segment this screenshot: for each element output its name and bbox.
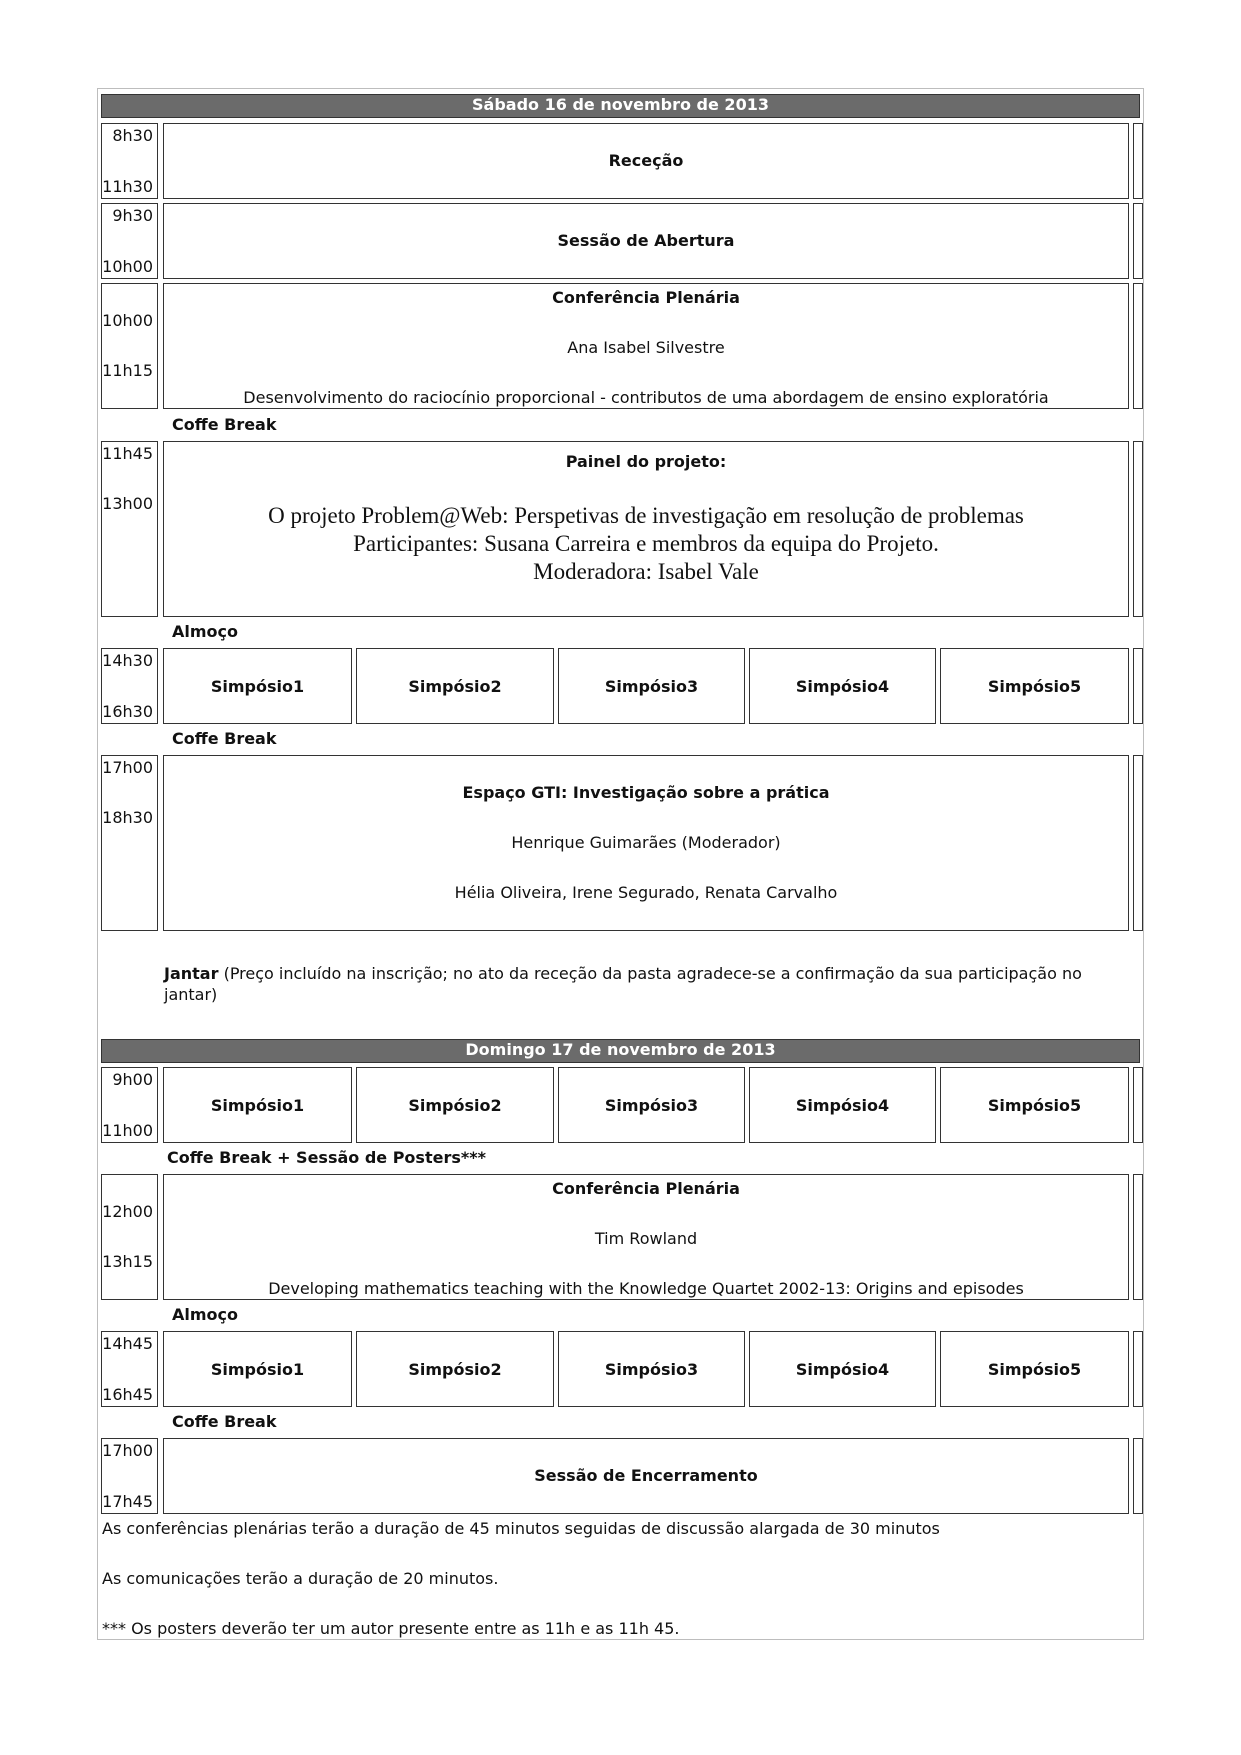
end-time: 17h45 [102,1492,153,1511]
time-cell [101,1438,158,1514]
footnote: As conferências plenárias terão a duração de 45 minutos seguidas de discussão alargada de 30 minutos [102,1519,940,1538]
side-column [1133,203,1143,279]
session-encerramento: Sessão de Encerramento [163,1438,1129,1514]
start-time: 14h45 [102,1334,153,1353]
gti-moderator: Henrique Guimarães (Moderador) [511,833,781,852]
simposio-cell: Simpósio5 [940,1331,1129,1407]
end-time: 11h15 [102,361,153,380]
session-plenaria [163,1174,1129,1300]
start-time: 9h30 [112,206,153,225]
simposio-cell: Simpósio2 [356,1067,554,1143]
end-time: 10h00 [102,257,153,276]
plenaria-title: Conferência Plenária [552,288,740,307]
side-column [1133,123,1143,199]
lunch-label: Almoço [172,622,239,641]
break-label: Coffe Break [172,1412,277,1431]
simposio-cell: Simpósio1 [163,1331,352,1407]
session-gti [163,755,1129,931]
end-time: 13h15 [102,1252,153,1271]
plenaria-speaker: Tim Rowland [594,1229,698,1248]
time-cell [101,441,158,617]
gti-participants: Hélia Oliveira, Irene Segurado, Renata Carvalho [454,883,838,902]
time-cell [101,648,158,724]
end-time: 11h30 [102,177,153,196]
dinner-label: Jantar [164,964,219,983]
time-cell [101,1067,158,1143]
side-column [1133,1331,1143,1407]
side-column [1133,648,1143,724]
start-time: 11h45 [102,444,153,463]
plenaria-speaker: Ana Isabel Silvestre [567,338,725,357]
dinner-note-text-2: jantar) [164,985,218,1004]
plenaria-topic: Developing mathematics teaching with the Knowledge Quartet 2002-13: Origins and episodes [268,1279,1024,1298]
session-abertura: Sessão de Abertura [163,203,1129,279]
lunch-label: Almoço [172,1305,239,1324]
gti-title: Espaço GTI: Investigação sobre a prática [462,783,830,802]
time-cell [101,123,158,199]
simposio-cell: Simpósio3 [558,648,745,724]
plenaria-topic: Desenvolvimento do raciocínio proporcional - contributos de uma abordagem de ensino exploratória [243,388,1049,407]
end-time: 16h30 [102,702,153,721]
break-label: Coffe Break + Sessão de Posters*** [167,1148,486,1167]
plenaria-title: Conferência Plenária [552,1179,740,1198]
side-column [1133,283,1143,409]
time-cell [101,283,158,409]
start-time: 14h30 [102,651,153,670]
dinner-note [164,963,1114,1005]
simposio-cell: Simpósio3 [558,1331,745,1407]
simposio-cell: Simpósio4 [749,1067,936,1143]
start-time: 17h00 [102,1441,153,1460]
day-header-sunday: Domingo 17 de novembro de 2013 [101,1039,1140,1063]
day-header-saturday: Sábado 16 de novembro de 2013 [101,94,1140,118]
time-cell [101,203,158,279]
painel-title: Painel do projeto: [565,452,727,471]
simposio-cell: Simpósio5 [940,1067,1129,1143]
break-label: Coffe Break [172,415,277,434]
end-time: 18h30 [102,808,153,827]
painel-line2: Participantes: Susana Carreira e membros da equipa do Projeto. [353,531,939,556]
session-painel [163,441,1129,617]
simposio-cell: Simpósio1 [163,648,352,724]
time-cell [101,1331,158,1407]
side-column [1133,441,1143,617]
side-column [1133,1174,1143,1300]
painel-line1: O projeto Problem@Web: Perspetivas de investigação em resolução de problemas [268,503,1024,528]
simposio-cell: Simpósio2 [356,648,554,724]
simposio-cell: Simpósio1 [163,1067,352,1143]
start-time: 17h00 [102,758,153,777]
simposio-cell: Simpósio4 [749,1331,936,1407]
side-column [1133,1438,1143,1514]
time-cell [101,1174,158,1300]
start-time: 10h00 [102,311,153,330]
footnote: *** Os posters deverão ter um autor presente entre as 11h e as 11h 45. [102,1619,680,1638]
break-label: Coffe Break [172,729,277,748]
simposio-cell: Simpósio2 [356,1331,554,1407]
simposio-cell: Simpósio3 [558,1067,745,1143]
simposio-cell: Simpósio5 [940,648,1129,724]
simposio-cell: Simpósio4 [749,648,936,724]
side-column [1133,1067,1143,1143]
start-time: 9h00 [112,1070,153,1089]
time-cell [101,755,158,931]
start-time: 8h30 [112,126,153,145]
session-plenaria [163,283,1129,409]
side-column [1133,755,1143,931]
painel-line3: Moderadora: Isabel Vale [533,559,759,584]
end-time: 16h45 [102,1385,153,1404]
session-rececao: Receção [163,123,1129,199]
start-time: 12h00 [102,1202,153,1221]
end-time: 13h00 [102,494,153,513]
end-time: 11h00 [102,1121,153,1140]
dinner-note-text: (Preço incluído na inscrição; no ato da receção da pasta agradece-se a confirmação da sua participação no [218,964,1082,983]
footnote: As comunicações terão a duração de 20 minutos. [102,1569,499,1588]
